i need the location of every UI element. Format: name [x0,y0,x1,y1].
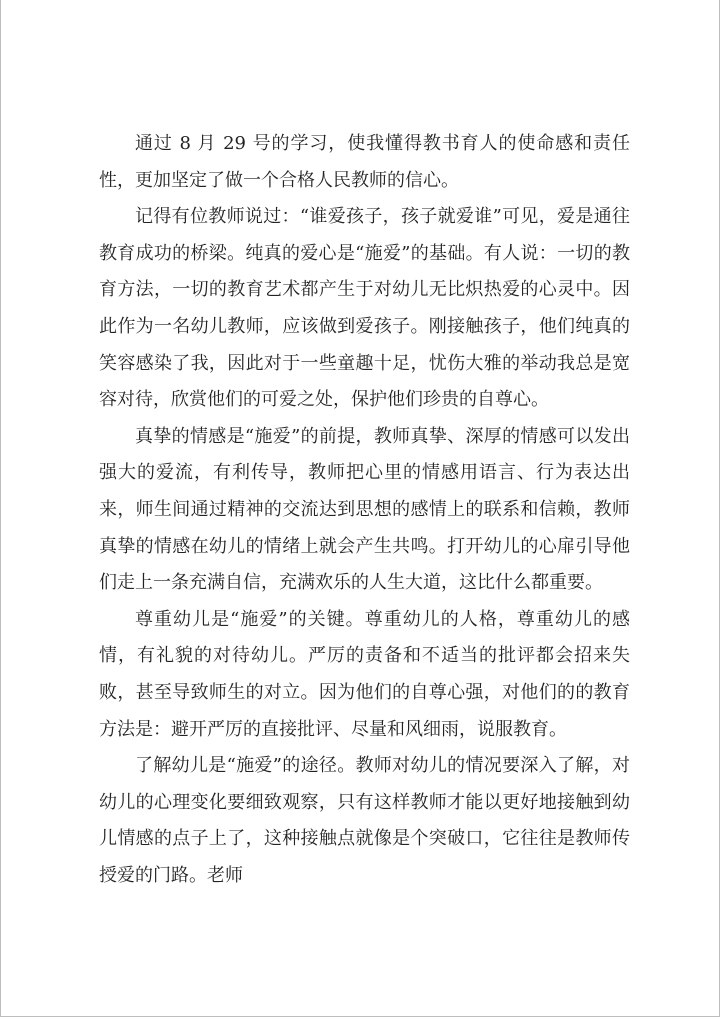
document-body [99,126,630,894]
paragraph-respect-children: 尊重幼儿是“施爱”的关键。尊重幼儿的人格，尊重幼儿的感情，有礼貌的对待幼儿。严厉的责备和不适当的批评都会招来失败，甚至导致师生的对立。因为他们的自尊心强，对他们的的教育方法是：避开严厉的直接批评、尽量和风细雨，说服教育。 [99,608,630,740]
paragraph-understand-children: 了解幼儿是“施爱”的途径。教师对幼儿的情况要深入了解，对幼儿的心理变化要细致观察，只有这样教师才能以更好地接触到幼儿情感的点子上了，这种接触点就像是个突破口，它往往是教师传授爱的门路。老师 [99,755,630,886]
paragraph-study-confidence: 通过 8 月 29 号的学习，使我懂得教书育人的使命感和责任性，更加坚定了做一个合格人民教师的信心。 [99,133,630,191]
paragraph-sincere-emotion: 真挚的情感是“施爱”的前提，教师真挚、深厚的情感可以发出强大的爱流，有利传导，教师把心里的情感用语言、行为表达出来，师生间通过精神的交流达到思想的感情上的联系和信赖，教师真挚的情感在幼儿的情绪上就会产生共鸣。打开幼儿的心扉引导他们走上一条充满自信，充满欢乐的人生大道，这比什么都重要。 [99,425,630,594]
paragraph-love-children: 记得有位教师说过：“谁爱孩子，孩子就爱谁”可见，爱是通往教育成功的桥梁。纯真的爱心是“施爱”的基础。有人说：一切的教育方法，一切的教育艺术都产生于对幼儿无比炽热爱的心灵中。因此作为一名幼儿教师，应该做到爱孩子。刚接触孩子，他们纯真的笑容感染了我，因此对于一些童趣十足，忧伤大雅的举动我总是宽容对待，欣赏他们的可爱之处，保护他们珍贵的自尊心。 [99,206,630,411]
